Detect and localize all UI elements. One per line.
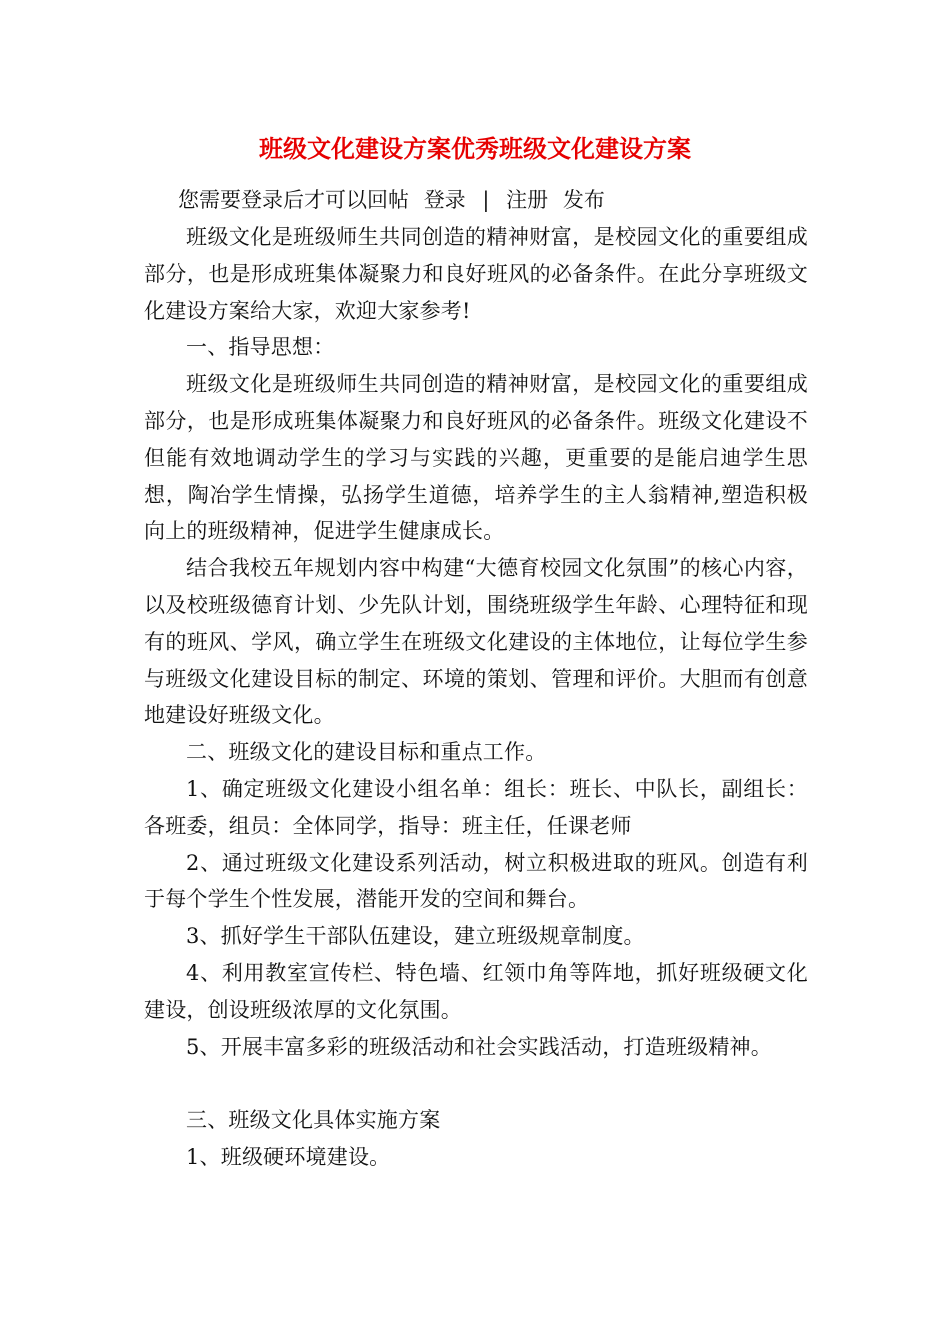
- school-plan-paragraph: 结合我校五年规划内容中构建“大德育校园文化氛围”的核心内容，以及校班级德育计划、少先队计划，围绕班级学生年龄、心理特征和现有的班风、学风，确立学生在班级文化建设的主体地位，让每位学生参与班级文化建设目标的制定、环境的策划、管理和评价。大胆而有创意地建设好班级文化。: [144, 556, 808, 728]
- document-title: 班级文化建设方案优秀班级文化建设方案: [259, 134, 691, 163]
- section-heading-goals: 二、班级文化的建设目标和重点工作。: [186, 740, 547, 765]
- login-bar: [178, 183, 605, 217]
- goal-item-4: 4、利用教室宣传栏、特色墙、红领巾角等阵地，抓好班级硬文化建设，创设班级浓厚的文化氛围。: [144, 960, 808, 1022]
- register-link[interactable]: 注册: [506, 188, 549, 212]
- implementation-item-1: 1、班级硬环境建设。: [186, 1144, 391, 1169]
- goal-item-5: 5、开展丰富多彩的班级活动和社会实践活动，打造班级精神。: [186, 1034, 772, 1059]
- section-heading-implementation: 三、班级文化具体实施方案: [186, 1108, 441, 1133]
- document-body: [144, 219, 808, 1176]
- publish-link[interactable]: 发布: [562, 188, 605, 212]
- login-separator: |: [482, 188, 490, 212]
- goal-item-2: 2、通过班级文化建设系列活动，树立积极进取的班风。创造有利于每个学生个性发展，潜能开发的空间和舞台。: [144, 850, 808, 912]
- login-prompt: 您需要登录后才可以回帖: [178, 188, 409, 212]
- goal-item-1: 1、确定班级文化建设小组名单：组长：班长、中队长，副组长：各班委，组员：全体同学，指导：班主任，任课老师: [144, 776, 808, 838]
- section-heading-guiding-thought: 一、指导思想：: [186, 335, 335, 360]
- guiding-thought-paragraph: 班级文化是班级师生共同创造的精神财富，是校园文化的重要组成部分，也是形成班集体凝聚力和良好班风的必备条件。班级文化建设不但能有效地调动学生的学习与实践的兴趣，更重要的是能启迪学生思想，陶冶学生情操，弘扬学生道德，培养学生的主人翁精神,塑造积极向上的班级精神，促进学生健康成长。: [144, 372, 808, 544]
- intro-paragraph: 班级文化是班级师生共同创造的精神财富，是校园文化的重要组成部分，也是形成班集体凝聚力和良好班风的必备条件。在此分享班级文化建设方案给大家，欢迎大家参考!: [144, 225, 808, 323]
- login-link[interactable]: 登录: [423, 188, 466, 212]
- goal-item-3: 3、抓好学生干部队伍建设，建立班级规章制度。: [186, 924, 645, 949]
